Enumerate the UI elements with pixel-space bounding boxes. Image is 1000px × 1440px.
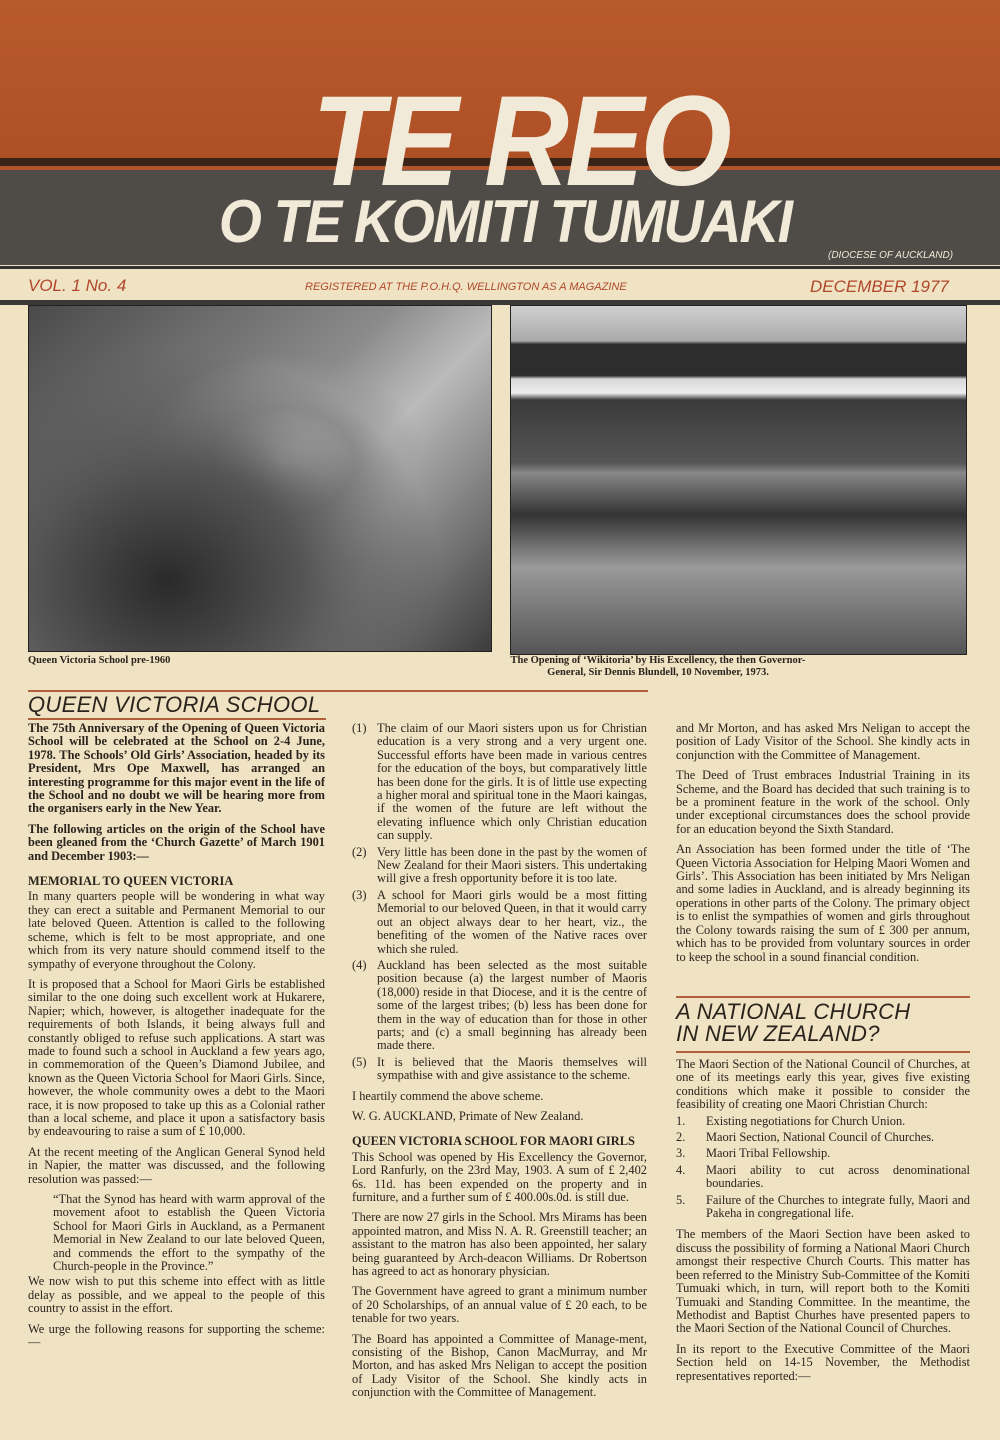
list-text: Very little has been done in the past by the women of New Zealand for their Maori sisters. This undertaking will give a fresh opportunity before it is too late. [377, 844, 647, 886]
list-number: (3) [352, 887, 367, 902]
photo-caption: Queen Victoria School pre-1960 [28, 655, 171, 666]
photo-aerial-school [28, 305, 492, 652]
divider [0, 266, 1000, 269]
paragraph: In many quarters people will be wondering in what way they can erect a suitable and Permanent Memorial to our late beloved Queen. Attention is called to the following scheme, which is felt to be most appropriate, and one which from its very nature should commend itself to the sympathy of everyone throughout the Colony. [28, 889, 325, 971]
paragraph: In its report to the Executive Committee of the Maori Section held on 14-15 November, the Methodist representatives reported:— [676, 1341, 970, 1383]
paragraph: This School was opened by His Excellency the Governor, Lord Ranfurly, on the 23rd May, 1903. A sum of £ 2,402 6s. 11d. has been expended on the property and in furniture, and a further sum of £ 400.00s.0d. is still due. [352, 1149, 647, 1204]
list-item [676, 1194, 970, 1221]
list-text: Existing negotiations for Church Union. [706, 1113, 906, 1128]
paragraph: There are now 27 girls in the School. Mrs Mirams has been appointed matron, and Miss N. A. R. Greenstill teacher; an assistant to the matron has also been appointed, her salary being guaranteed by Arch-deacon Williams. Dr Robertson has agreed to act as honorary physician. [352, 1210, 647, 1279]
divider [676, 996, 970, 998]
list-text: Maori Section, National Council of Churches. [706, 1130, 935, 1145]
subheading: QUEEN VICTORIA SCHOOL FOR MAORI GIRLS [352, 1134, 635, 1149]
list-number: 1. [676, 1113, 686, 1128]
issue-date: DECEMBER 1977 [810, 277, 949, 296]
list-text: A school for Maori girls would be a most fitting Memorial to our beloved Queen, in that it would carry out an object always dear to her heart, viz., the benefiting of the women of the Native races over which she ruled. [377, 887, 647, 956]
list-text: Maori ability to cut across denominational boundaries. [706, 1162, 970, 1191]
paragraph: The Maori Section of the National Council of Churches, at one of its meetings early this year, gives five existing conditions which make it possible to consider the feasibility of creating one Maori Christian Church: [676, 1057, 970, 1112]
heading-line: IN NEW ZEALAND? [676, 1021, 880, 1046]
list-text: Maori Tribal Fellowship. [706, 1146, 831, 1161]
paragraph: We urge the following reasons for supporting the scheme:— [28, 1321, 325, 1350]
divider [28, 718, 326, 720]
article-heading: QUEEN VICTORIA SCHOOL [28, 692, 321, 717]
paragraph: and Mr Morton, and has asked Mrs Neligan to accept the position of Lady Visitor of the School. She kindly acts in conjunction with the Committee of Management. [676, 721, 970, 762]
paragraph: At the recent meeting of the Anglican General Synod held in Napier, the matter was discussed, and the following resolution was passed:— [28, 1144, 325, 1186]
list-item [676, 1164, 970, 1191]
column-3-article2 [676, 1058, 970, 1390]
masthead-title: TE REO [311, 70, 729, 213]
list-item [676, 1115, 970, 1128]
paragraph: We now wish to put this scheme into effect with as little delay as possible, and we appeal to the people of this country to assist in the effort. [28, 1274, 325, 1316]
article-heading [676, 1001, 911, 1045]
subheading: MEMORIAL TO QUEEN VICTORIA [28, 874, 234, 889]
paragraph: I heartily commend the above scheme. [352, 1088, 544, 1103]
quoted-resolution: “That the Synod has heard with warm approval of the movement afoot to establish the Queen Victoria School for Maori Girls in Auckland, as a Permanent Memorial in New Zealand to our late beloved Queen, and commends the effort to the sympathy of the Church-people in the Province.” [53, 1192, 325, 1274]
column-3-continuation [676, 722, 970, 990]
list-number: (5) [352, 1054, 367, 1069]
photo-opening-ceremony [510, 305, 967, 655]
list-item [352, 889, 647, 956]
paragraph: It is proposed that a School for Maori Girls be established similar to the one doing such excellent work at Hukarere, Napier; which, however, is altogether inadequate for the requirements of both Islands, it being always full and constantly obliged to refuse such applications. A start was made to found such a school in Auckland a few years ago, in commemoration of the Queen’s Diamond Jubilee, and known as the Queen Victoria School for Maori Girls. Since, however, the whole community owes a debt to the Maori race, it is now proposed to take up this as a Colonial rather than a local scheme, and place it upon a satisfactory basis by endeavouring to raise a sum of £ 10,000. [28, 976, 325, 1139]
list-number: 4. [676, 1162, 686, 1177]
list-text: The claim of our Maori sisters upon us for Christian education is a very strong and a very urgent one. Successful efforts have been made in various centres for the education of the boys, but comparatively little has been done for the girls. It is of little use expecting a higher moral and spiritual tone in the Maori kaingas, if the women of the future are left without the elevating influence which only Christian education can supply. [377, 721, 647, 843]
paragraph: The Government have agreed to grant a minimum number of 20 Scholarships, of an annual value of £ 20 each, to be tenable for two years. [352, 1284, 647, 1326]
heading-line: A NATIONAL CHURCH [676, 999, 911, 1024]
photo-caption: The Opening of ‘Wikitoria’ by His Excellency, the then Governor-General, Sir Dennis Blundell, 10 November, 1973. [510, 655, 806, 678]
column-2 [352, 721, 647, 1400]
volume-number: VOL. 1 No. 4 [28, 276, 127, 295]
intro-paragraph: The 75th Anniversary of the Opening of Queen Victoria School will be celebrated at the School on 2-4 June, 1978. The Schools’ Old Girls’ Association, headed by its President, Mrs Ope Maxwell, has arranged an interesting programme for this major event in the life of the School and no doubt we will be hearing more from the organisers early in the New Year. [28, 721, 325, 816]
paragraph: An Association has been formed under the title of ‘The Queen Victoria Association for Helping Maori Women and Girls’. This Association has been initiated by Mrs Neligan and some ladies in Auckland, and is already beginning its operations in other parts of the Colony. The primary object is to enlist the sympathies of women and girls throughout the Colony towards raising the sum of £ 300 per annum, which has to be provided from voluntary sources in order to keep the school in a sound financial condition. [676, 842, 970, 964]
list-number: 5. [676, 1192, 686, 1207]
list-number: 2. [676, 1130, 686, 1145]
list-item [352, 722, 647, 843]
list-number: (2) [352, 844, 367, 859]
signature: W. G. AUCKLAND, Primate of New Zealand. [352, 1108, 584, 1123]
paragraph: The Board has appointed a Committee of Manage-ment, consisting of the Bishop, Canon MacMurray, and Mr Morton, and has asked Mrs Neligan to accept the position of Lady Visitor of the School. She kindly acts in conjunction with the Committee of Management. [352, 1331, 647, 1400]
list-item [352, 959, 647, 1053]
divider [676, 1051, 970, 1053]
column-1 [28, 722, 325, 1356]
list-item [676, 1147, 970, 1160]
list-text: Failure of the Churches to integrate fully, Maori and Pakeha in congregational life. [706, 1192, 970, 1221]
list-text: Auckland has been selected as the most suitable position because (a) the largest number of Maoris (18,000) reside in that Diocese, and it is the centre of some of the largest tribes; (b) less has been done for them in the way of education than for those in other parts; and (c) a small beginning has already been made there. [377, 957, 647, 1053]
list-text: It is believed that the Maoris themselves will sympathise with and give assistance to the scheme. [377, 1054, 647, 1083]
list-number: 3. [676, 1146, 686, 1161]
list-number: (1) [352, 721, 367, 735]
list-item [352, 846, 647, 886]
intro-paragraph: The following articles on the origin of the School have been gleaned from the ‘Church Gazette’ of March 1901 and December 1903:— [28, 821, 325, 863]
registration-notice: REGISTERED AT THE P.O.H.Q. WELLINGTON AS A MAGAZINE [305, 281, 627, 293]
list-number: (4) [352, 957, 367, 972]
masthead-subtitle: O TE KOMITI TUMUAKI [218, 188, 792, 255]
list-item [352, 1056, 647, 1083]
paragraph: The members of the Maori Section have been asked to discuss the possibility of forming a National Maori Church amongst their respective Church Courts. This matter has been referred to the Ministry Sub-Committee of the Komiti Tumuaki which, in turn, will report both to the Komiti Tumuaki and Standing Committee. In the meantime, the Methodist and Baptist Churhes have presented papers to the Maori Section of the National Council of Churches. [676, 1227, 970, 1336]
paragraph: The Deed of Trust embraces Industrial Training in its Scheme, and the Board has decided that such training is to be a prominent feature in the work of the school. Only under exceptional circumstances does the school provide for an education beyond the Sixth Standard. [676, 768, 970, 836]
masthead-diocese: (DIOCESE OF AUCKLAND) [828, 250, 954, 261]
list-item [676, 1131, 970, 1144]
